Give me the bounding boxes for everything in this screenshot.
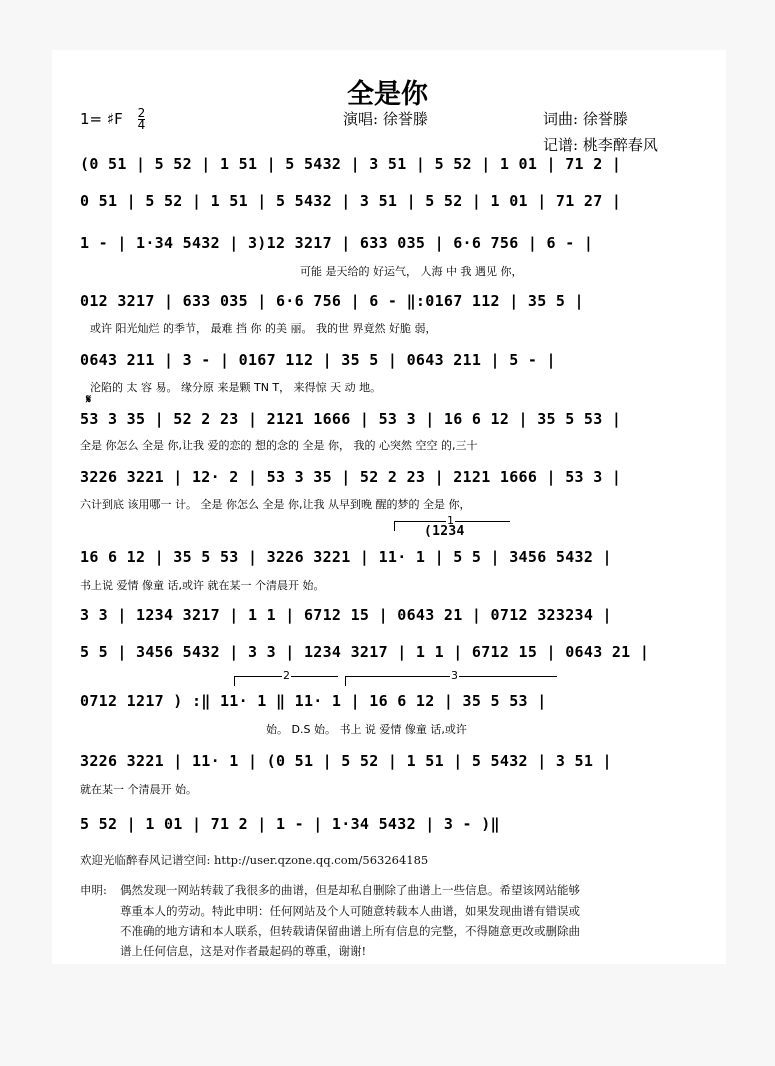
volta-1-number: 1 [447, 514, 454, 527]
key-signature [80, 108, 145, 131]
lyric-row-4: 或许 阳光灿烂 的季节， 最难 挡 你 的美 丽。 我的世 界竟然 好脆 弱， [90, 322, 437, 335]
score-row-11: 0712 1217 ) :‖ 11· 1 ‖ 11· 1 | 16 6 12 | 35 5 53 | [80, 692, 547, 710]
time-signature [138, 108, 146, 131]
volta-2-hook [234, 676, 235, 686]
score-row-5: 0643 211 | 3 - | 0167 112 | 35 5 | 0643 211 | 5 - | [80, 351, 556, 369]
score-row-13: 5 52 | 1 01 | 71 2 | 1 - | 1·34 5432 | 3 - )‖ [80, 815, 500, 833]
score-row-8: 16 6 12 | 35 5 53 | 3226 3221 | 11· 1 | 5 5 | 3456 5432 | [80, 548, 612, 566]
volta-1-hook [394, 521, 395, 531]
song-title: 全是你 [347, 79, 428, 110]
time-denominator: 4 [137, 118, 146, 132]
score-row-12: 3226 3221 | 11· 1 | (0 51 | 5 52 | 1 51 | 5 5432 | 3 51 | [80, 752, 612, 770]
key-label: 1= ♯F [80, 110, 123, 128]
lyric-row-11: 始。 D.S 始。 书上 说 爱情 像童 话,或许 [266, 723, 467, 736]
lyric-row-8: 书上说 爱情 像童 话,或许 就在某一 个清晨开 始。 [80, 579, 325, 592]
score-row-1: (0 51 | 5 52 | 1 51 | 5 5432 | 3 51 | 5 52 | 1 01 | 71 2 | [80, 155, 622, 173]
welcome-text: 欢迎光临醉春风记谱空间: http://user.qzone.qq.com/563264185 [80, 853, 429, 867]
singer-credit: 演唱: 徐誉滕 [343, 110, 428, 128]
statement-line-1: 偶然发现一网站转载了我很多的曲谱，但是却私自删除了曲谱上一些信息。希望该网站能够 [120, 883, 580, 897]
score-row-6: 53 3 35 | 52 2 23 | 2121 1666 | 53 3 | 16 6 12 | 35 5 53 | [80, 410, 622, 428]
composer-credit: 词曲: 徐誉滕 [543, 110, 628, 128]
lyric-row-6: 全是 你怎么 全是 你,让我 爱的恋的 想的念的 全是 你， 我的 心突然 空空 的,三十 [80, 439, 478, 452]
transcriber-credit: 记谱: 桃李醉春风 [543, 136, 658, 154]
score-row-4: 012 3217 | 633 035 | 6·6 756 | 6 - ‖:0167 112 | 35 5 | [80, 292, 584, 310]
lyric-row-12: 就在某一 个清晨开 始。 [80, 783, 197, 796]
statement-line-4: 谱上任何信息，这是对作者最起码的尊重，谢谢! [120, 944, 367, 958]
volta-3-number: 3 [451, 669, 458, 682]
volta-1-notes: (1234 [424, 524, 465, 539]
statement-line-2: 尊重本人的劳动。特此申明：任何网站及个人可随意转载本人曲谱，如果发现曲谱有错误或 [120, 904, 580, 918]
statement-line-3: 不准确的地方请和本人联系，但转载请保留曲谱上所有信息的完整，不得随意更改或删除曲 [120, 924, 580, 938]
score-row-10: 5 5 | 3456 5432 | 3 3 | 1234 3217 | 1 1 | 6712 15 | 0643 21 | [80, 643, 650, 661]
score-row-7: 3226 3221 | 12· 2 | 53 3 35 | 52 2 23 | 2121 1666 | 53 3 | [80, 468, 622, 486]
volta-3-hook [345, 676, 346, 686]
segno-sign: 𝄋 [86, 392, 92, 406]
lyric-row-5: 沦陷的 太 容 易。 缘分原 来是颗 TN T， 来得惊 天 动 地。 [90, 381, 382, 394]
lyric-row-7: 六计到底 该用哪一 计。 全是 你怎么 全是 你,让我 从早到晚 醒的梦的 全是 你， [80, 498, 471, 511]
score-row-2: 0 51 | 5 52 | 1 51 | 5 5432 | 3 51 | 5 52 | 1 01 | 71 27 | [80, 192, 622, 210]
statement-label: 申明: [80, 883, 107, 897]
lyric-row-3: 可能 是天给的 好运气， 人海 中 我 遇见 你， [300, 265, 523, 278]
volta-2-number: 2 [283, 669, 290, 682]
score-row-3: 1 - | 1·34 5432 | 3)12 3217 | 633 035 | 6·6 756 | 6 - | [80, 234, 594, 252]
time-numerator: 2 [137, 106, 146, 120]
score-row-9: 3 3 | 1234 3217 | 1 1 | 6712 15 | 0643 21 | 0712 323234 | [80, 606, 612, 624]
